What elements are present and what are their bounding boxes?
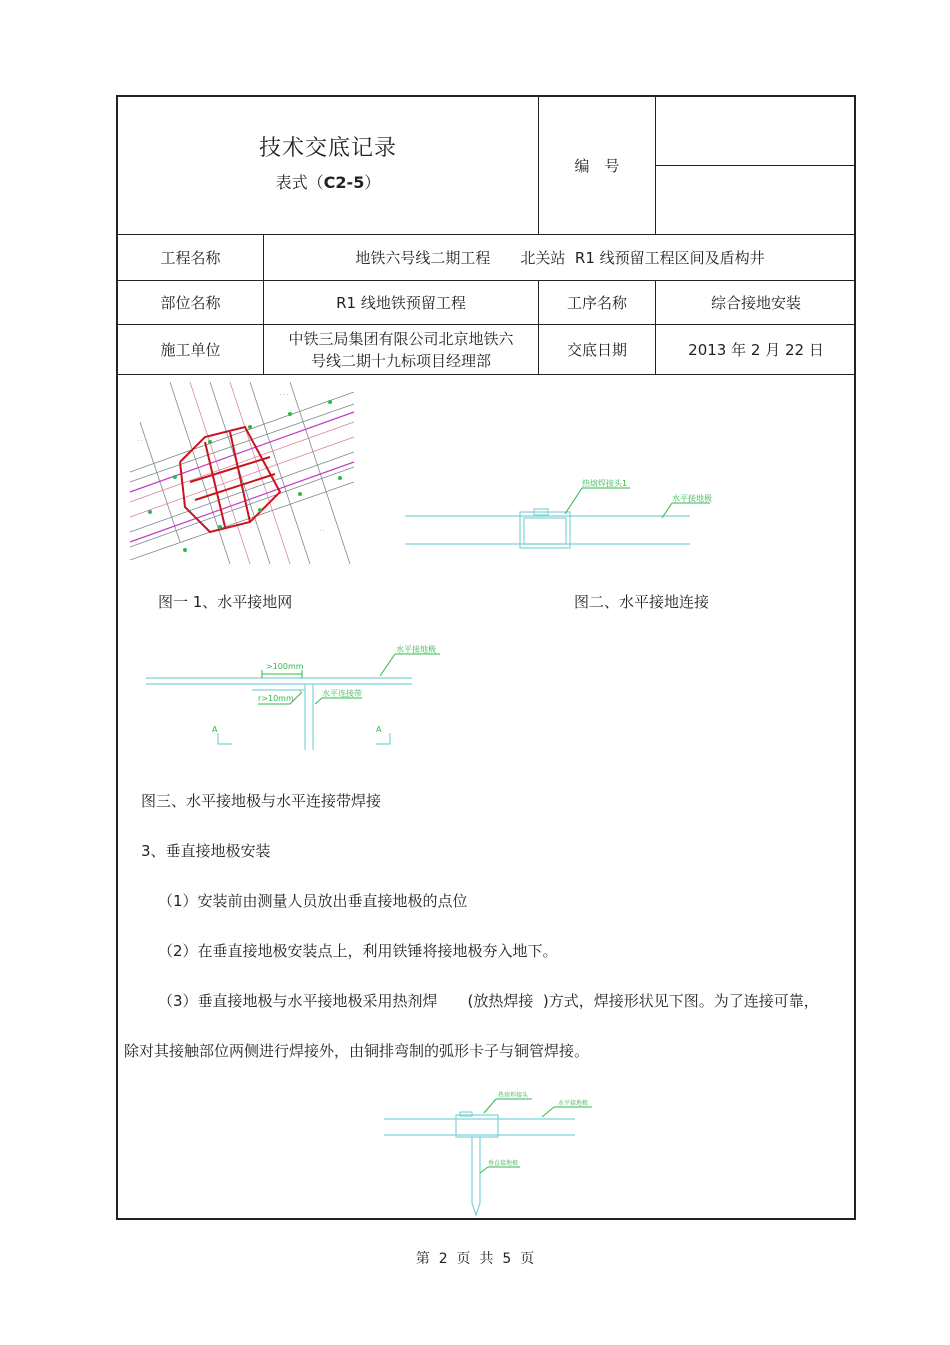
- number-label: 编 号: [574, 156, 620, 175]
- divider: [118, 374, 856, 375]
- fig3-label-horizontal-electrode: 水平接地极: [396, 645, 436, 654]
- part-name-value: R1 线地铁预留工程: [336, 293, 466, 312]
- form-code-prefix: 表式（: [275, 172, 324, 192]
- fig3-label-radius: r>10mm: [258, 694, 294, 703]
- step-3-line-2: 除对其接触部位两侧进行焊接外，由铜排弯制的弧形卡子与铜管焊接。: [124, 1042, 590, 1060]
- figure-vertical-horizontal-weld: [380, 1085, 620, 1220]
- fig3-label-connection-strip: 水平连接带: [322, 689, 362, 698]
- page-footer: 第 2 页 共 5 页: [415, 1251, 535, 1267]
- fig3-label-overlap: >100mm: [266, 662, 304, 671]
- form-code-suffix: ）: [364, 172, 381, 192]
- construction-unit-line-1: 中铁三局集团有限公司北京地铁六: [288, 329, 514, 348]
- project-name-label: 工程名称: [160, 248, 221, 267]
- form-header: [118, 97, 538, 234]
- step-2: （2）在垂直接地极安装点上，利用铁锤将接地极夯入地下。: [158, 942, 558, 960]
- fig2-label-weld: 热熔焊接头1: [582, 479, 628, 488]
- svg-text:· · ·: · · ·: [280, 392, 288, 398]
- svg-text:· ·: · ·: [138, 438, 143, 444]
- section-3-heading: 3、垂直接地极安装: [141, 842, 271, 860]
- fig2-label-horizontal-electrode: 水平接地极: [672, 494, 712, 503]
- figure-1-caption: 图一 1、水平接地网: [158, 593, 293, 611]
- fig4-label-vertical-electrode: 垂直接地极: [488, 1160, 519, 1167]
- figure-horizontal-grounding-connection: [400, 478, 712, 556]
- number-value-cell-1: [656, 97, 856, 165]
- fig4-label-weld: 热熔焊接头: [498, 1092, 529, 1099]
- figure-horizontal-grounding-grid: [130, 382, 354, 564]
- fig3-section-mark-left: A: [212, 725, 218, 734]
- project-name-value: 地铁六号线二期工程 北关站 R1 线预留工程区间及盾构井: [355, 248, 765, 267]
- disclosure-date-value: 2013 年 2 月 22 日: [688, 340, 824, 359]
- fig4-label-horizontal-electrode: 水平接地极: [558, 1100, 589, 1107]
- form-title: 技术交底记录: [258, 135, 397, 161]
- disclosure-date-label: 交底日期: [566, 340, 627, 359]
- form-code-value: C2-5: [323, 172, 365, 192]
- construction-unit-line-2: 号线二期十九标项目经理部: [310, 351, 491, 370]
- step-1: （1）安装前由测量人员放出垂直接地极的点位: [158, 892, 468, 910]
- construction-unit-value: [264, 325, 538, 374]
- svg-text:· ·: · ·: [320, 528, 325, 534]
- process-name-value: 综合接地安装: [710, 293, 801, 312]
- figure-2-caption: 图二、水平接地连接: [574, 593, 710, 611]
- form-code: [276, 172, 381, 194]
- process-name-label: 工序名称: [566, 293, 627, 312]
- fig3-section-mark-right: A: [376, 725, 382, 734]
- construction-unit-label: 施工单位: [160, 340, 221, 359]
- step-3-line-1: （3）垂直接地极与水平接地极采用热剂焊 (放热焊接 )方式，焊接形状见下图。为了连接可靠，: [158, 992, 819, 1010]
- number-value-cell-2: [656, 166, 856, 234]
- figure-electrode-strip-welding: [140, 640, 440, 750]
- figure-3-caption: 图三、水平接地极与水平连接带焊接: [141, 792, 382, 810]
- part-name-label: 部位名称: [160, 293, 221, 312]
